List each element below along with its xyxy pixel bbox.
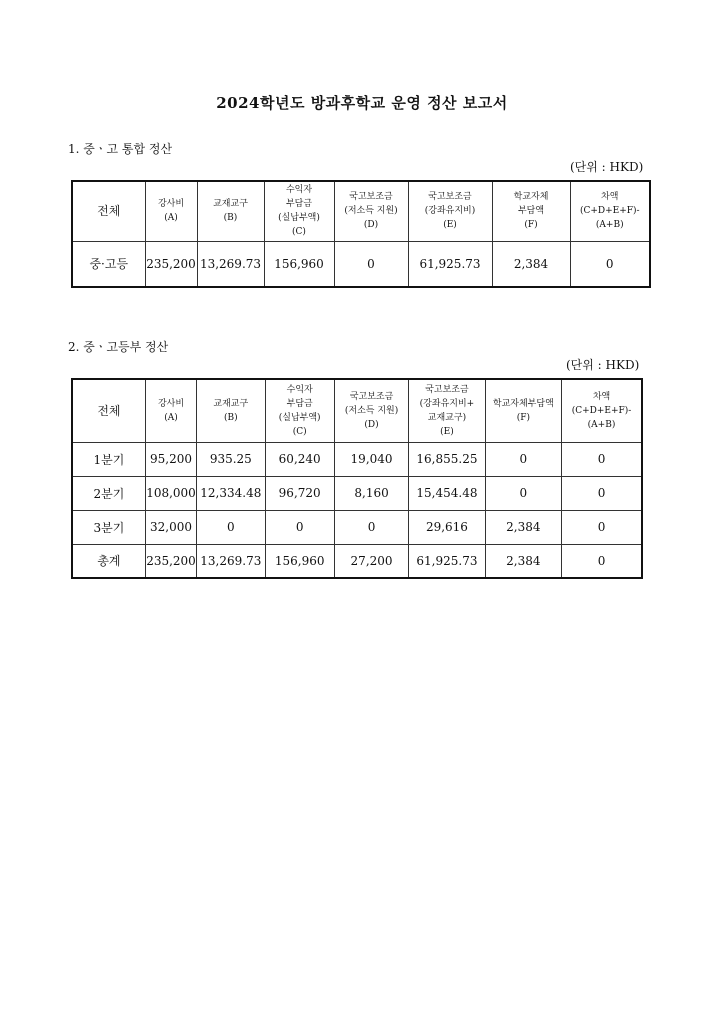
value-cell: 32,000 <box>145 510 196 544</box>
section1-unit: (단위 : HKD) <box>570 160 644 174</box>
header-line: 국고보조금 <box>349 192 393 203</box>
header-line: (B) <box>223 213 238 224</box>
header-line: (E) <box>440 426 454 437</box>
header-line: (A+B) <box>595 220 624 231</box>
value-cell: 2,384 <box>485 510 561 544</box>
quarterly-table <box>71 378 643 579</box>
table-row <box>72 510 642 544</box>
section2-unit: (단위 : HKD) <box>566 358 640 372</box>
value-cell: 27,200 <box>334 544 408 578</box>
value-cell: 0 <box>570 241 650 287</box>
value-cell: 0 <box>197 510 265 544</box>
row-label-cell: 중·고등 <box>72 241 145 287</box>
value-cell: 15,454.48 <box>409 476 485 510</box>
value-cell: 0 <box>485 442 561 476</box>
header-line: (저소득 지원) <box>344 405 399 416</box>
header-line: 수익자 <box>285 185 313 196</box>
header-line: (F) <box>516 412 530 423</box>
value-cell: 61,925.73 <box>408 241 492 287</box>
header-line: (A) <box>164 412 178 423</box>
column-header <box>492 181 570 241</box>
header-line: 교재교구) <box>427 412 467 423</box>
value-cell: 0 <box>562 544 642 578</box>
column-header <box>197 379 265 442</box>
header-row <box>72 181 650 241</box>
header-line: 국고보조금 <box>425 384 469 395</box>
header-line: 강사비 <box>157 398 185 409</box>
column-header <box>265 379 334 442</box>
header-line: 전체 <box>97 403 121 418</box>
value-cell: 235,200 <box>145 241 197 287</box>
value-cell: 29,616 <box>409 510 485 544</box>
value-cell: 0 <box>562 442 642 476</box>
value-cell: 156,960 <box>265 544 334 578</box>
value-cell: 0 <box>562 510 642 544</box>
header-line: 부담금 <box>286 398 313 409</box>
header-row <box>72 379 642 442</box>
column-header <box>562 379 642 442</box>
column-header <box>570 181 650 241</box>
column-header <box>334 181 408 241</box>
value-cell: 0 <box>265 510 334 544</box>
header-line: 차액 <box>592 391 611 402</box>
value-cell: 60,240 <box>265 442 334 476</box>
header-line: (실납부액) <box>278 213 320 224</box>
value-cell: 13,269.73 <box>197 544 265 578</box>
row-label-cell: 3분기 <box>72 510 145 544</box>
header-line: 부담금 <box>285 199 313 210</box>
row-label-cell: 총계 <box>72 544 145 578</box>
section2-heading: 2. 중ㆍ고등부 정산 <box>68 340 169 354</box>
section1-heading: 1. 중ㆍ고 통합 정산 <box>68 142 173 156</box>
row-label-cell: 2분기 <box>72 476 145 510</box>
value-cell: 108,000 <box>145 476 196 510</box>
value-cell: 19,040 <box>334 442 408 476</box>
header-line: (강좌유지비) <box>424 206 476 217</box>
header-line: (C) <box>292 227 306 238</box>
column-header <box>197 181 264 241</box>
value-cell: 2,384 <box>485 544 561 578</box>
table-row <box>72 241 650 287</box>
value-cell: 0 <box>485 476 561 510</box>
column-header <box>408 181 492 241</box>
column-header <box>334 379 408 442</box>
value-cell: 12,334.48 <box>197 476 265 510</box>
column-header <box>485 379 561 442</box>
header-line: (F) <box>524 220 538 231</box>
row-label-cell: 1분기 <box>72 442 145 476</box>
table-row <box>72 544 642 578</box>
value-cell: 235,200 <box>145 544 196 578</box>
table-row <box>72 442 642 476</box>
header-line: 전체 <box>97 204 121 219</box>
value-cell: 0 <box>334 510 408 544</box>
header-line: 수익자 <box>286 384 313 395</box>
value-cell: 156,960 <box>264 241 334 287</box>
header-line: (D) <box>363 220 379 231</box>
column-header <box>409 379 485 442</box>
header-line: (강좌유지비+ <box>419 398 475 409</box>
header-line: 교재교구 <box>213 398 249 409</box>
header-line: 국고보조금 <box>428 192 472 203</box>
value-cell: 61,925.73 <box>409 544 485 578</box>
report-title: 2024학년도 방과후학교 운영 정산 보고서 <box>216 94 508 112</box>
header-line: (저소득 지원) <box>344 206 398 217</box>
header-line: 차액 <box>601 192 619 203</box>
header-line: (실납부액) <box>278 412 321 423</box>
header-line: (D) <box>364 419 379 430</box>
summary-table <box>71 180 651 288</box>
column-header <box>145 181 197 241</box>
value-cell: 16,855.25 <box>409 442 485 476</box>
header-line: 국고보조금 <box>349 391 394 402</box>
header-line: (A+B) <box>587 419 616 430</box>
column-header <box>72 379 145 442</box>
header-line: (C+D+E+F)- <box>579 206 640 217</box>
value-cell: 0 <box>334 241 408 287</box>
value-cell: 0 <box>562 476 642 510</box>
header-line: (C) <box>292 426 307 437</box>
column-header <box>72 181 145 241</box>
header-line: 교재교구 <box>213 199 248 210</box>
header-line: 학교자체부담액 <box>492 398 554 409</box>
value-cell: 2,384 <box>492 241 570 287</box>
value-cell: 96,720 <box>265 476 334 510</box>
header-line: (B) <box>224 412 238 423</box>
header-line: (A) <box>164 213 178 224</box>
header-line: 부담액 <box>517 206 545 217</box>
table-row <box>72 476 642 510</box>
header-line: (E) <box>443 220 457 231</box>
header-line: 강사비 <box>157 199 185 210</box>
value-cell: 13,269.73 <box>197 241 264 287</box>
value-cell: 8,160 <box>334 476 408 510</box>
column-header <box>264 181 334 241</box>
value-cell: 95,200 <box>145 442 196 476</box>
header-line: 학교자체 <box>513 192 549 203</box>
header-line: (C+D+E+F)- <box>571 405 632 416</box>
value-cell: 935.25 <box>197 442 265 476</box>
column-header <box>145 379 196 442</box>
